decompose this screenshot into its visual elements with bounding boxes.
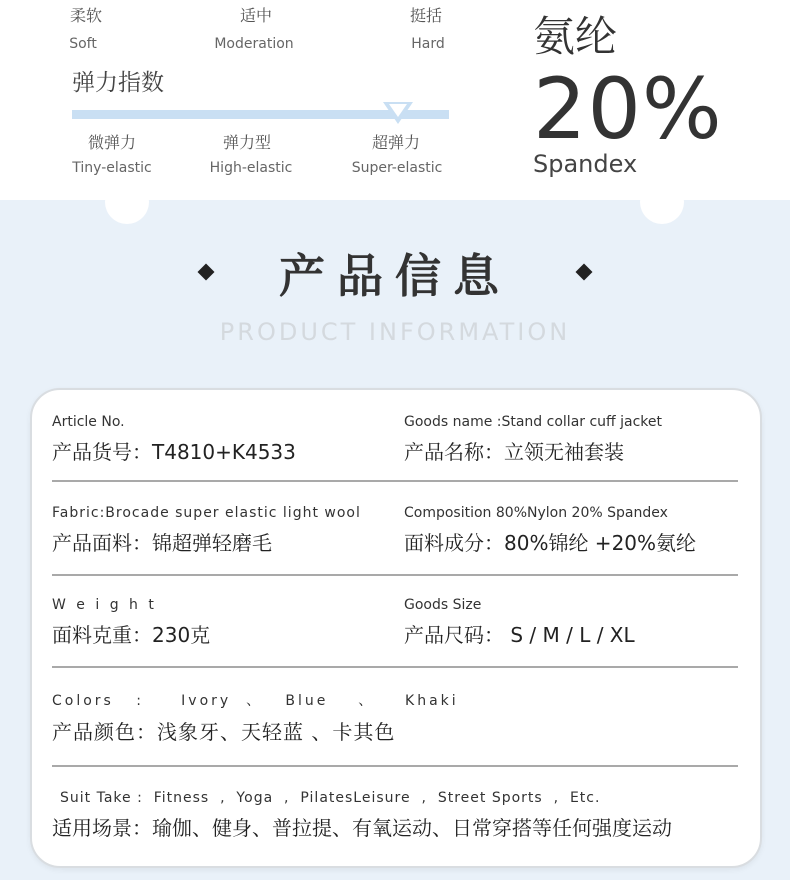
size-value: 产品尺码： S / M / L / XL	[404, 623, 635, 647]
section-subtitle: PRODUCT INFORMATION	[219, 318, 571, 346]
weight-value: 面料克重：230克	[52, 623, 211, 647]
decorative-notch-left	[105, 180, 149, 224]
divider	[52, 765, 738, 767]
fiber-name-en: Spandex	[533, 150, 638, 178]
size-label: Goods Size	[404, 597, 482, 613]
scale-bottom-label-cn: 超弹力	[371, 133, 421, 152]
divider	[52, 574, 738, 576]
scale-bottom-label-cn: 弹力型	[222, 133, 272, 152]
divider	[52, 480, 738, 482]
composition-value: 面料成分：80%锦纶 +20%氨纶	[404, 531, 697, 555]
size-field	[404, 597, 635, 648]
article-field	[52, 414, 296, 465]
fabric-label: Fabric:Brocade super elastic light wool	[52, 505, 361, 521]
weight-field	[52, 597, 210, 648]
scale-bottom-label-en: Tiny-elastic	[72, 160, 152, 176]
divider	[52, 666, 738, 668]
fabric-value: 产品面料：锦超弹轻磨毛	[52, 531, 272, 555]
article-value: 产品货号：T4810+K4533	[52, 440, 296, 464]
product-info-card	[30, 388, 762, 868]
article-label: Article No.	[52, 414, 125, 430]
goods-name-value: 产品名称：立领无袖套装	[404, 440, 624, 464]
goods-name-field	[404, 414, 662, 465]
scale-bottom-label-en: Super-elastic	[351, 160, 443, 176]
colors-value: 产品颜色：浅象牙、天轻蓝 、卡其色	[52, 720, 396, 744]
goods-name-label: Goods name :Stand collar cuff jacket	[404, 414, 663, 430]
composition-label: Composition 80%Nylon 20% Spandex	[404, 505, 668, 521]
scale-bottom-label-cn: 微弹力	[87, 133, 137, 152]
fabric-field	[52, 505, 361, 556]
colors-label: Colors : Ivory 、 Blue 、 Khaki	[52, 693, 459, 709]
scale-top-label-cn: 挺括	[409, 6, 443, 25]
elasticity-pointer-inner	[389, 104, 407, 117]
scale-top-label-en: Moderation	[214, 36, 294, 52]
colors-field	[52, 690, 459, 745]
composition-field	[404, 505, 696, 556]
suit-label: Suit Take : Fitness , Yoga , PilatesLeisure , Street Sports , Etc.	[60, 790, 601, 806]
suit-value: 适用场景：瑜伽、健身、普拉提、有氧运动、日常穿搭等任何强度运动	[52, 816, 672, 840]
decorative-notch-right	[640, 180, 684, 224]
scale-top-label-en: Soft	[69, 36, 97, 52]
scale-bottom-label-en: High-elastic	[209, 160, 293, 176]
scale-top-label-en: Hard	[411, 36, 445, 52]
section-title: 产品信息	[279, 249, 511, 303]
scale-top-label-cn: 适中	[239, 6, 273, 25]
fiber-name-cn: 氨纶	[533, 12, 618, 61]
weight-label: W e i g h t	[52, 597, 157, 613]
fiber-percent: 20%	[533, 60, 723, 158]
scale-top-label-cn: 柔软	[69, 6, 103, 25]
elasticity-title: 弹力指数	[72, 70, 164, 96]
suit-field	[52, 790, 672, 841]
